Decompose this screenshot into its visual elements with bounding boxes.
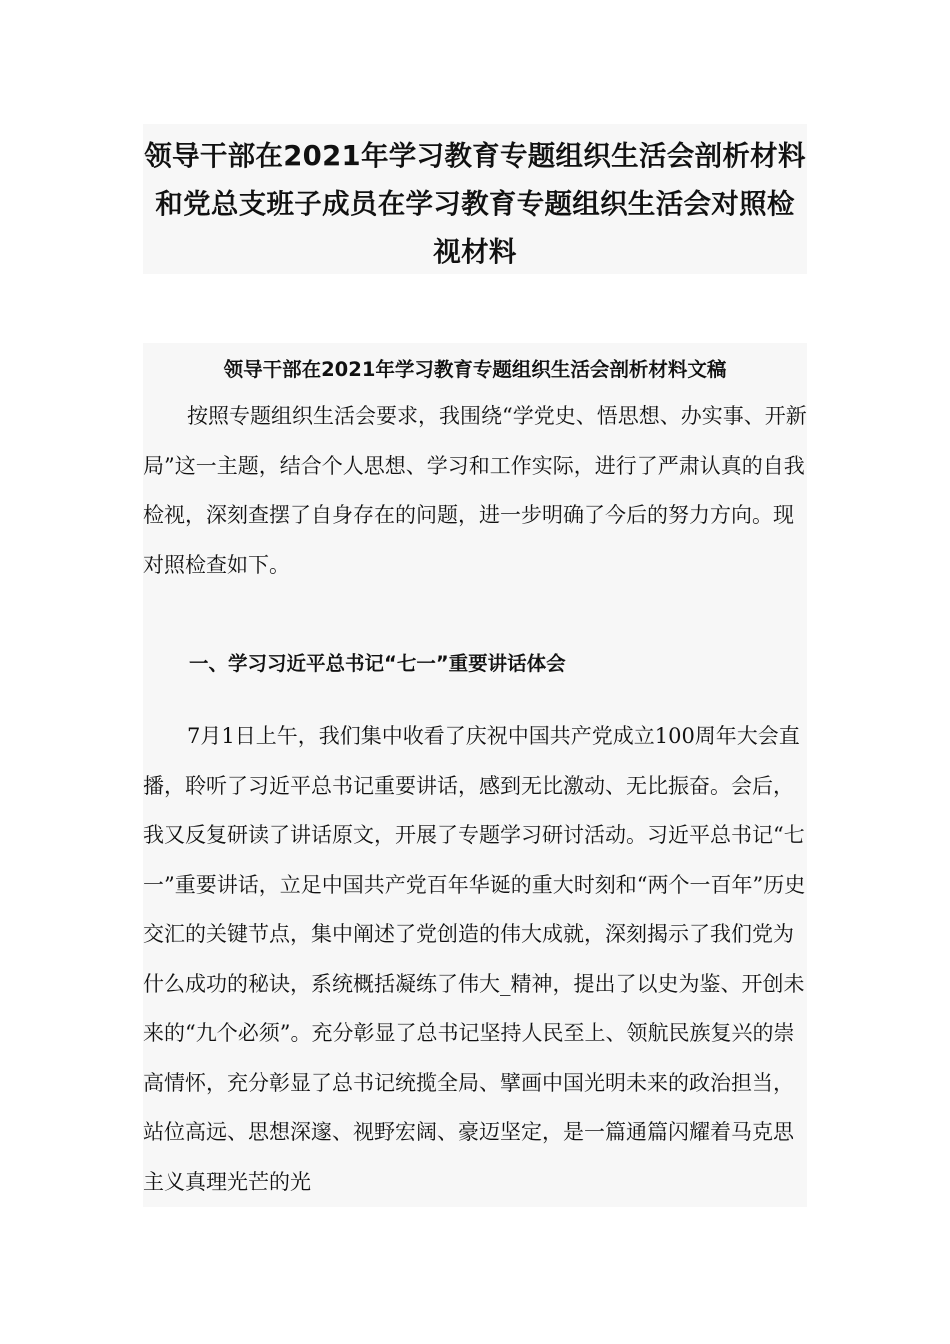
paragraph-section-1: 7月1日上午，我们集中收看了庆祝中国共产党成立100周年大会直播，聆听了习近平总书记重要讲话，感到无比激动、无比振奋。会后，我又反复研读了讲话原文，开展了专题学习研讨活动。习近平总书记“七一”重要讲话，立足中国共产党百年华诞的重大时刻和“两个一百年”历史交汇的关键节点，集中阐述了党创造的伟大成就，深刻揭示了我们党为什么成功的秘诀，系统概括凝练了伟大_精神，提出了以史为鉴、开创未来的“九个必须”。充分彰显了总书记坚持人民至上、领航民族复兴的崇高情怀，充分彰显了总书记统揽全局、擘画中国光明未来的政治担当，站位高远、思想深邃、视野宏阔、豪迈坚定，是一篇通篇闪耀着马克思主义真理光芒的光 [143,724,806,1194]
document-subtitle: 领导干部在2021年学习教育专题组织生活会剖析材料文稿 [223,358,727,381]
section-heading-1: 一、学习习近平总书记“七一”重要讲话体会 [189,652,566,675]
document-title-block [143,124,807,274]
paragraph-intro: 按照专题组织生活会要求，我围绕“学党史、悟思想、办实事、开新局”这一主题，结合个人思想、学习和工作实际，进行了严肃认真的自我检视，深刻查摆了自身存在的问题，进一步明确了今后的努力方向。现对照检查如下。 [143,404,807,577]
document-body [143,343,807,1207]
document-title: 领导干部在2021年学习教育专题组织生活会剖析材料和党总支班子成员在学习教育专题组织生活会对照检视材料 [144,140,806,268]
